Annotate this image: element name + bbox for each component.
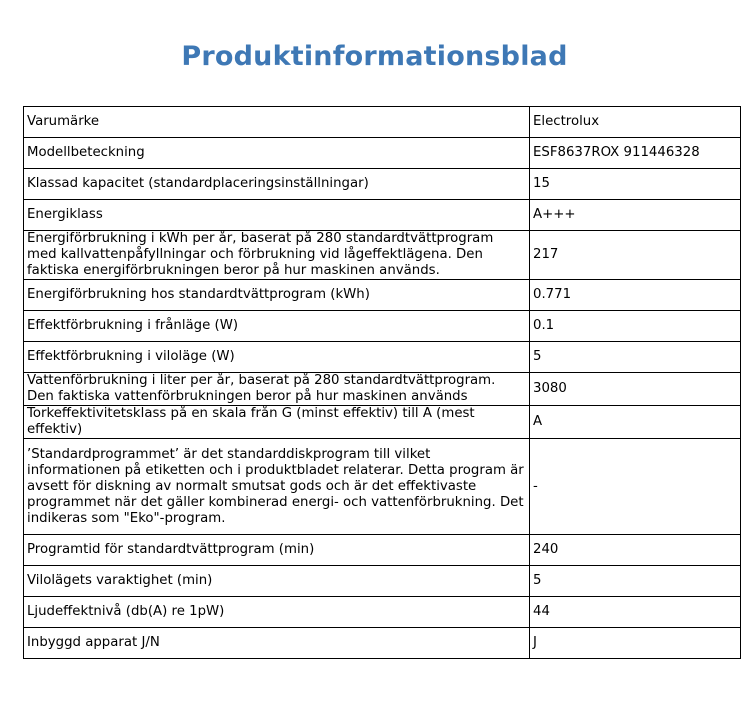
table-row-drying-class xyxy=(24,406,741,439)
row-value: 44 xyxy=(530,597,741,628)
row-label: Varumärke xyxy=(24,107,530,138)
table-row-off-mode-power xyxy=(24,311,741,342)
row-label: Vilolägets varaktighet (min) xyxy=(24,566,530,597)
row-label: Energiklass xyxy=(24,200,530,231)
row-value: 15 xyxy=(530,169,741,200)
table-row-model xyxy=(24,138,741,169)
row-label: Energiförbrukning i kWh per år, baserat på 280 standardtvättprogram med kallvattenpåfyllningar och förbrukning vid lågeffektlägena. Den faktiska energiförbrukningen beror på hur maskinen används. xyxy=(24,231,530,280)
table-row-annual-energy xyxy=(24,231,741,280)
table-row-standby-power xyxy=(24,342,741,373)
page-title: Produktinformationsblad xyxy=(181,41,568,72)
row-value: J xyxy=(530,628,741,659)
row-value: 3080 xyxy=(530,373,741,406)
row-value: - xyxy=(530,439,741,535)
product-spec-table xyxy=(23,106,741,659)
table-row-capacity xyxy=(24,169,741,200)
row-label: Energiförbrukning hos standardtvättprogram (kWh) xyxy=(24,280,530,311)
table-row-program-time xyxy=(24,535,741,566)
row-value: 5 xyxy=(530,342,741,373)
table-row-brand xyxy=(24,107,741,138)
row-value: Electrolux xyxy=(530,107,741,138)
row-label: Effektförbrukning i viloläge (W) xyxy=(24,342,530,373)
table-row-noise-level xyxy=(24,597,741,628)
row-value: 240 xyxy=(530,535,741,566)
row-label: Klassad kapacitet (standardplaceringsinställningar) xyxy=(24,169,530,200)
row-label: Ljudeffektnivå (db(A) re 1pW) xyxy=(24,597,530,628)
row-label: Effektförbrukning i frånläge (W) xyxy=(24,311,530,342)
row-value: 0.1 xyxy=(530,311,741,342)
row-label: Programtid för standardtvättprogram (min) xyxy=(24,535,530,566)
table-row-energy-class xyxy=(24,200,741,231)
table-row-annual-water xyxy=(24,373,741,406)
row-label: Torkeffektivitetsklass på en skala från G (minst effektiv) till A (mest effektiv) xyxy=(24,406,530,439)
row-label: Modellbeteckning xyxy=(24,138,530,169)
table-row-standard-program xyxy=(24,439,741,535)
table-row-standby-duration xyxy=(24,566,741,597)
row-label: Inbyggd apparat J/N xyxy=(24,628,530,659)
row-value: A xyxy=(530,406,741,439)
table-row-program-energy xyxy=(24,280,741,311)
row-value: A+++ xyxy=(530,200,741,231)
table-row-built-in xyxy=(24,628,741,659)
row-label: Vattenförbrukning i liter per år, baserat på 280 standardtvättprogram. Den faktiska vattenförbrukningen beror på hur maskinen används xyxy=(24,373,530,406)
row-value: 217 xyxy=(530,231,741,280)
row-value: ESF8637ROX 911446328 xyxy=(530,138,741,169)
row-label: ’Standardprogrammet’ är det standarddiskprogram till vilket informationen på etiketten och i produktbladet relaterar. Detta program är avsett för diskning av normalt smutsat gods och är det effektivaste programmet när det gäller kombinerad energi- och vattenförbrukning. Det indikeras som "Eko"-program. xyxy=(24,439,530,535)
row-value: 0.771 xyxy=(530,280,741,311)
row-value: 5 xyxy=(530,566,741,597)
